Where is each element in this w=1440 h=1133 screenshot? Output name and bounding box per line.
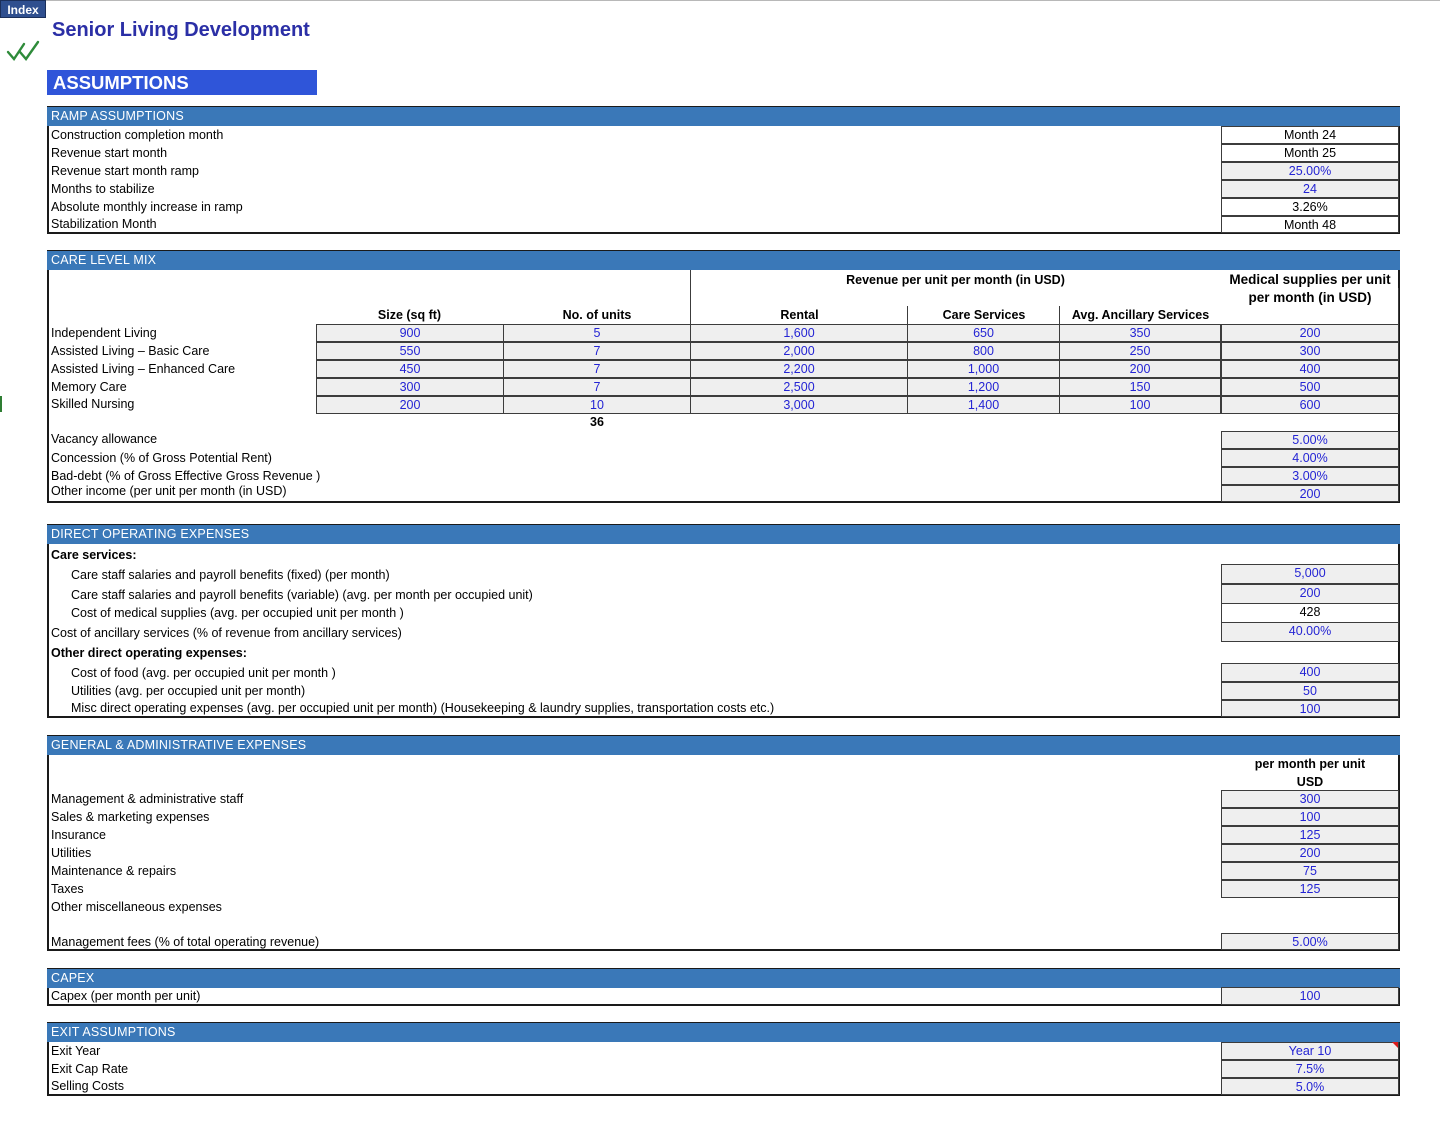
index-tab[interactable]: Index [0,0,46,18]
table-row [316,378,1221,396]
ga-label: Utilities [51,846,92,860]
ramp-label: Months to stabilize [51,182,155,196]
ancillary-input[interactable]: 100 [1059,396,1221,414]
medical-supplies-input[interactable]: 400 [1221,360,1399,378]
exit-header: EXIT ASSUMPTIONS [47,1023,1400,1042]
revenue-start-ramp-input[interactable]: 25.00% [1221,162,1399,180]
ga-input[interactable]: 100 [1221,808,1399,826]
care-services-input[interactable]: 1,000 [907,360,1060,378]
care-fixed-label: Care staff salaries and payroll benefits (fixed) (per month) [71,568,390,582]
vacancy-label: Vacancy allowance [51,432,158,446]
size-input[interactable]: 300 [316,378,504,396]
vacancy-input[interactable]: 5.00% [1221,431,1399,449]
medical-supplies-header: Medical supplies per unit per month (in USD) [1229,272,1391,305]
size-input[interactable]: 900 [316,324,504,342]
size-input[interactable]: 200 [316,396,504,414]
exit-year-label: Exit Year [51,1044,101,1058]
bad-debt-label: Bad-debt (% of Gross Effective Gross Revenue ) [51,469,321,483]
rental-input[interactable]: 2,200 [690,360,908,378]
ramp-header: RAMP ASSUMPTIONS [47,107,1400,126]
revenue-group-header: Revenue per unit per month (in USD) [846,273,1065,287]
care-level-label: Assisted Living – Basic Care [51,344,210,358]
mgmt-fees-input[interactable]: 5.00% [1221,933,1399,950]
double-check-icon [6,38,44,64]
units-input[interactable]: 7 [503,378,691,396]
assumptions-banner: ASSUMPTIONS [47,70,317,95]
ramp-label: Absolute monthly increase in ramp [51,200,243,214]
medical-supplies-input[interactable]: 500 [1221,378,1399,396]
ga-column-header: per month per unit [1254,757,1366,771]
ramp-label: Construction completion month [51,128,224,142]
care-services-input[interactable]: 800 [907,342,1060,360]
bad-debt-input[interactable]: 3.00% [1221,467,1399,485]
rental-column-header: Rental [780,308,819,322]
direct-opex-header: DIRECT OPERATING EXPENSES [47,525,1400,544]
ga-input[interactable]: 200 [1221,844,1399,862]
units-input[interactable]: 10 [503,396,691,414]
ga-header: GENERAL & ADMINISTRATIVE EXPENSES [47,736,1400,755]
care-services-column-header: Care Services [942,308,1026,322]
page-title: Senior Living Development [52,19,310,41]
ramp-label: Stabilization Month [51,217,157,231]
misc-direct-label: Misc direct operating expenses (avg. per occupied unit per month) (Housekeeping & laundry supplies, transportation costs etc.) [71,701,775,715]
ancillary-input[interactable]: 250 [1059,342,1221,360]
selling-costs-label: Selling Costs [51,1079,124,1093]
care-services-title: Care services: [51,548,137,562]
food-cost-input[interactable]: 400 [1221,663,1399,682]
utilities-label: Utilities (avg. per occupied unit per month) [71,684,306,698]
care-variable-label: Care staff salaries and payroll benefits (variable) (avg. per month per occupied unit) [71,588,533,602]
table-row [316,360,1221,378]
other-income-input[interactable]: 200 [1221,485,1399,502]
care-services-input[interactable]: 1,200 [907,378,1060,396]
total-units: 36 [590,415,604,429]
care-variable-input[interactable]: 200 [1221,584,1399,604]
ancillary-cost-input[interactable]: 40.00% [1221,622,1399,642]
monthly-ramp-increase-value[interactable]: 3.26% [1221,198,1399,216]
ga-input[interactable]: 75 [1221,862,1399,880]
capex-input[interactable]: 100 [1221,987,1399,1005]
exit-year-input[interactable]: Year 10 [1221,1042,1399,1060]
ga-label: Sales & marketing expenses [51,810,210,824]
units-input[interactable]: 7 [503,360,691,378]
care-level-label: Assisted Living – Enhanced Care [51,362,236,376]
table-row [316,396,1221,414]
ancillary-input[interactable]: 350 [1059,324,1221,342]
ancillary-input[interactable]: 150 [1059,378,1221,396]
capex-header: CAPEX [47,969,1400,988]
ga-section [47,735,1400,951]
medical-cost-label: Cost of medical supplies (avg. per occupied unit per month ) [71,606,404,620]
ramp-label: Revenue start month ramp [51,164,199,178]
ramp-label: Revenue start month [51,146,168,160]
row-marker [0,396,2,412]
care-level-label: Skilled Nursing [51,397,135,411]
units-input[interactable]: 5 [503,324,691,342]
rental-input[interactable]: 2,000 [690,342,908,360]
revenue-start-month-value[interactable]: Month 25 [1221,144,1399,162]
units-column-header: No. of units [562,308,632,322]
ga-label: Taxes [51,882,84,896]
care-services-input[interactable]: 650 [907,324,1060,342]
other-income-label: Other income (per unit per month (in USD) [51,484,287,498]
medical-header-border [1398,288,1399,324]
ga-input[interactable]: 300 [1221,790,1399,808]
rental-input[interactable]: 3,000 [690,396,908,414]
ga-input[interactable]: 125 [1221,826,1399,844]
size-input[interactable]: 450 [316,360,504,378]
medical-supplies-input[interactable]: 600 [1221,396,1399,414]
mgmt-fees-label: Management fees (% of total operating revenue) [51,935,320,949]
comment-marker[interactable] [1392,1042,1398,1048]
medical-supplies-input[interactable]: 200 [1221,324,1399,342]
care-services-input[interactable]: 1,400 [907,396,1060,414]
selling-costs-input[interactable]: 5.0% [1221,1078,1399,1095]
table-row [316,324,1221,342]
ancillary-input[interactable]: 200 [1059,360,1221,378]
ga-label: Insurance [51,828,106,842]
stabilization-month-value[interactable]: Month 48 [1221,216,1399,233]
care-level-label: Memory Care [51,380,127,394]
care-fixed-input[interactable]: 5,000 [1221,564,1399,584]
care-level-label: Independent Living [51,326,157,340]
medical-cost-value[interactable]: 428 [1221,603,1399,623]
construction-month-value[interactable]: Month 24 [1221,126,1399,144]
rental-input[interactable]: 1,600 [690,324,908,342]
ga-label: Maintenance & repairs [51,864,177,878]
rental-input[interactable]: 2,500 [690,378,908,396]
concession-input[interactable]: 4.00% [1221,449,1399,467]
ga-input[interactable]: 125 [1221,880,1399,898]
concession-label: Concession (% of Gross Potential Rent) [51,451,272,465]
ga-label: Management & administrative staff [51,792,244,806]
care-mix-header: CARE LEVEL MIX [47,251,1400,270]
size-input[interactable]: 550 [316,342,504,360]
misc-direct-input[interactable]: 100 [1221,700,1399,717]
months-to-stabilize-input[interactable]: 24 [1221,180,1399,198]
ga-column-unit: USD [1296,775,1324,789]
top-border [46,0,1440,1]
ancillary-cost-label: Cost of ancillary services (% of revenue from ancillary services) [51,626,402,640]
table-row [316,342,1221,360]
units-input[interactable]: 7 [503,342,691,360]
other-direct-title: Other direct operating expenses: [51,646,247,660]
exit-cap-rate-input[interactable]: 7.5% [1221,1060,1399,1078]
ancillary-column-header: Avg. Ancillary Services [1071,308,1210,322]
food-cost-label: Cost of food (avg. per occupied unit per month ) [71,666,336,680]
medical-supplies-input[interactable]: 300 [1221,342,1399,360]
capex-label: Capex (per month per unit) [51,989,201,1003]
exit-cap-rate-label: Exit Cap Rate [51,1062,129,1076]
size-column-header: Size (sq ft) [377,308,442,322]
utilities-input[interactable]: 50 [1221,682,1399,700]
ga-other-misc-label: Other miscellaneous expenses [51,900,222,914]
